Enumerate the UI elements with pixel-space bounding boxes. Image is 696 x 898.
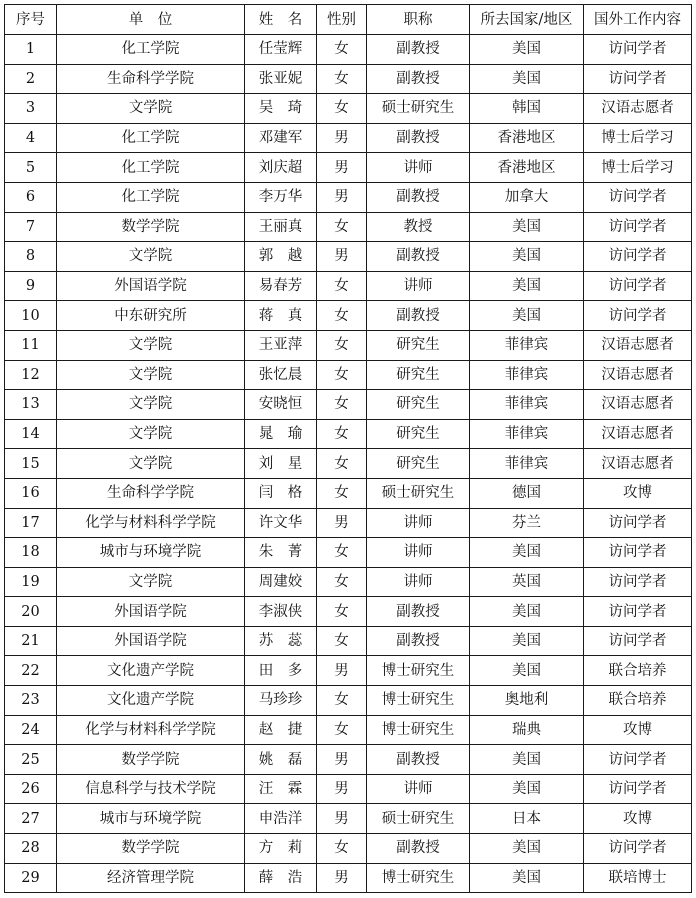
table-row xyxy=(5,182,692,212)
cell-work-content: 访问学者 xyxy=(584,64,692,94)
cell-index: 5 xyxy=(5,153,57,183)
cell-work-content: 访问学者 xyxy=(584,567,692,597)
cell-work-content: 联培博士 xyxy=(584,863,692,893)
cell-destination: 美国 xyxy=(470,745,584,775)
cell-unit: 城市与环境学院 xyxy=(57,804,245,834)
cell-work-content: 访问学者 xyxy=(584,212,692,242)
cell-destination: 菲律宾 xyxy=(470,360,584,390)
cell-title: 研究生 xyxy=(367,360,470,390)
cell-name: 周建姣 xyxy=(245,567,317,597)
cell-destination: 英国 xyxy=(470,567,584,597)
header-row xyxy=(5,5,692,35)
cell-destination: 瑞典 xyxy=(470,715,584,745)
cell-destination: 菲律宾 xyxy=(470,390,584,420)
cell-unit: 外国语学院 xyxy=(57,271,245,301)
cell-work-content: 汉语志愿者 xyxy=(584,419,692,449)
cell-index: 15 xyxy=(5,449,57,479)
cell-work-content: 联合培养 xyxy=(584,656,692,686)
cell-name: 王亚萍 xyxy=(245,330,317,360)
table-row xyxy=(5,863,692,893)
cell-work-content: 汉语志愿者 xyxy=(584,390,692,420)
cell-unit: 文学院 xyxy=(57,419,245,449)
cell-destination: 韩国 xyxy=(470,94,584,124)
cell-title: 博士研究生 xyxy=(367,863,470,893)
cell-index: 17 xyxy=(5,508,57,538)
cell-title: 硕士研究生 xyxy=(367,94,470,124)
cell-unit: 数学学院 xyxy=(57,212,245,242)
cell-name: 易春芳 xyxy=(245,271,317,301)
cell-index: 14 xyxy=(5,419,57,449)
cell-work-content: 攻博 xyxy=(584,715,692,745)
cell-name: 姚 磊 xyxy=(245,745,317,775)
cell-unit: 数学学院 xyxy=(57,745,245,775)
cell-work-content: 访问学者 xyxy=(584,597,692,627)
cell-index: 29 xyxy=(5,863,57,893)
table-row xyxy=(5,686,692,716)
cell-title: 讲师 xyxy=(367,153,470,183)
cell-title: 博士研究生 xyxy=(367,686,470,716)
cell-unit: 化工学院 xyxy=(57,182,245,212)
cell-work-content: 访问学者 xyxy=(584,182,692,212)
column-header-name: 姓 名 xyxy=(245,5,317,35)
cell-destination: 菲律宾 xyxy=(470,330,584,360)
table-row xyxy=(5,715,692,745)
cell-title: 研究生 xyxy=(367,390,470,420)
cell-title: 副教授 xyxy=(367,834,470,864)
cell-destination: 芬兰 xyxy=(470,508,584,538)
table-row xyxy=(5,271,692,301)
cell-name: 许文华 xyxy=(245,508,317,538)
column-header-gender: 性别 xyxy=(317,5,367,35)
cell-gender: 女 xyxy=(317,567,367,597)
cell-unit: 经济管理学院 xyxy=(57,863,245,893)
personnel-table-container xyxy=(4,4,691,893)
table-row xyxy=(5,508,692,538)
cell-index: 28 xyxy=(5,834,57,864)
column-header-work-content: 国外工作内容 xyxy=(584,5,692,35)
cell-work-content: 攻博 xyxy=(584,804,692,834)
cell-index: 23 xyxy=(5,686,57,716)
cell-destination: 美国 xyxy=(470,64,584,94)
cell-title: 研究生 xyxy=(367,419,470,449)
cell-title: 副教授 xyxy=(367,64,470,94)
cell-title: 副教授 xyxy=(367,182,470,212)
cell-index: 7 xyxy=(5,212,57,242)
cell-destination: 菲律宾 xyxy=(470,419,584,449)
cell-unit: 文化遗产学院 xyxy=(57,656,245,686)
cell-unit: 文学院 xyxy=(57,390,245,420)
cell-work-content: 汉语志愿者 xyxy=(584,449,692,479)
cell-name: 王丽真 xyxy=(245,212,317,242)
cell-unit: 外国语学院 xyxy=(57,597,245,627)
cell-gender: 男 xyxy=(317,745,367,775)
cell-title: 讲师 xyxy=(367,567,470,597)
cell-index: 16 xyxy=(5,478,57,508)
table-row xyxy=(5,212,692,242)
table-row xyxy=(5,35,692,65)
table-row xyxy=(5,834,692,864)
cell-name: 闫 格 xyxy=(245,478,317,508)
table-header xyxy=(5,5,692,35)
cell-unit: 数学学院 xyxy=(57,834,245,864)
cell-title: 研究生 xyxy=(367,330,470,360)
table-row xyxy=(5,64,692,94)
cell-index: 19 xyxy=(5,567,57,597)
cell-title: 讲师 xyxy=(367,538,470,568)
cell-unit: 信息科学与技术学院 xyxy=(57,774,245,804)
column-header-index: 序号 xyxy=(5,5,57,35)
cell-gender: 女 xyxy=(317,35,367,65)
cell-title: 副教授 xyxy=(367,242,470,272)
cell-title: 副教授 xyxy=(367,597,470,627)
column-header-unit: 单 位 xyxy=(57,5,245,35)
cell-unit: 中东研究所 xyxy=(57,301,245,331)
cell-index: 8 xyxy=(5,242,57,272)
column-header-title: 职称 xyxy=(367,5,470,35)
cell-gender: 女 xyxy=(317,419,367,449)
cell-work-content: 访问学者 xyxy=(584,626,692,656)
cell-destination: 加拿大 xyxy=(470,182,584,212)
cell-gender: 女 xyxy=(317,271,367,301)
cell-name: 赵 捷 xyxy=(245,715,317,745)
cell-title: 副教授 xyxy=(367,123,470,153)
cell-name: 刘 星 xyxy=(245,449,317,479)
cell-name: 吴 琦 xyxy=(245,94,317,124)
cell-unit: 生命科学学院 xyxy=(57,478,245,508)
cell-name: 郭 越 xyxy=(245,242,317,272)
cell-gender: 女 xyxy=(317,449,367,479)
table-row xyxy=(5,94,692,124)
cell-gender: 男 xyxy=(317,656,367,686)
cell-unit: 化工学院 xyxy=(57,153,245,183)
cell-name: 刘庆超 xyxy=(245,153,317,183)
table-row xyxy=(5,449,692,479)
cell-name: 李万华 xyxy=(245,182,317,212)
cell-index: 2 xyxy=(5,64,57,94)
cell-index: 20 xyxy=(5,597,57,627)
table-row xyxy=(5,745,692,775)
cell-work-content: 博士后学习 xyxy=(584,123,692,153)
cell-destination: 德国 xyxy=(470,478,584,508)
cell-destination: 美国 xyxy=(470,626,584,656)
cell-work-content: 汉语志愿者 xyxy=(584,330,692,360)
cell-title: 副教授 xyxy=(367,745,470,775)
cell-name: 方 莉 xyxy=(245,834,317,864)
cell-unit: 文学院 xyxy=(57,360,245,390)
cell-unit: 文学院 xyxy=(57,449,245,479)
cell-index: 6 xyxy=(5,182,57,212)
cell-name: 马珍珍 xyxy=(245,686,317,716)
cell-title: 硕士研究生 xyxy=(367,478,470,508)
table-row xyxy=(5,538,692,568)
table-row xyxy=(5,153,692,183)
cell-destination: 美国 xyxy=(470,597,584,627)
cell-title: 教授 xyxy=(367,212,470,242)
cell-name: 安晓恒 xyxy=(245,390,317,420)
cell-index: 11 xyxy=(5,330,57,360)
cell-index: 10 xyxy=(5,301,57,331)
cell-title: 博士研究生 xyxy=(367,656,470,686)
cell-index: 21 xyxy=(5,626,57,656)
cell-gender: 女 xyxy=(317,538,367,568)
table-row xyxy=(5,242,692,272)
cell-index: 3 xyxy=(5,94,57,124)
cell-gender: 男 xyxy=(317,123,367,153)
cell-gender: 女 xyxy=(317,330,367,360)
cell-unit: 化学与材料科学学院 xyxy=(57,715,245,745)
cell-name: 邓建军 xyxy=(245,123,317,153)
cell-title: 硕士研究生 xyxy=(367,804,470,834)
cell-gender: 男 xyxy=(317,804,367,834)
cell-unit: 化学与材料科学学院 xyxy=(57,508,245,538)
cell-name: 朱 菁 xyxy=(245,538,317,568)
cell-title: 讲师 xyxy=(367,508,470,538)
cell-title: 讲师 xyxy=(367,271,470,301)
cell-gender: 女 xyxy=(317,390,367,420)
cell-name: 汪 霖 xyxy=(245,774,317,804)
cell-destination: 美国 xyxy=(470,774,584,804)
cell-title: 研究生 xyxy=(367,449,470,479)
cell-destination: 菲律宾 xyxy=(470,449,584,479)
cell-work-content: 访问学者 xyxy=(584,35,692,65)
cell-name: 晁 瑜 xyxy=(245,419,317,449)
cell-title: 副教授 xyxy=(367,626,470,656)
cell-work-content: 访问学者 xyxy=(584,301,692,331)
cell-index: 4 xyxy=(5,123,57,153)
cell-index: 27 xyxy=(5,804,57,834)
cell-unit: 文学院 xyxy=(57,94,245,124)
cell-destination: 香港地区 xyxy=(470,123,584,153)
cell-unit: 文学院 xyxy=(57,242,245,272)
cell-destination: 美国 xyxy=(470,301,584,331)
cell-destination: 香港地区 xyxy=(470,153,584,183)
cell-name: 任莹辉 xyxy=(245,35,317,65)
table-row xyxy=(5,597,692,627)
cell-gender: 女 xyxy=(317,212,367,242)
cell-gender: 女 xyxy=(317,715,367,745)
cell-work-content: 访问学者 xyxy=(584,834,692,864)
cell-gender: 男 xyxy=(317,508,367,538)
table-row xyxy=(5,330,692,360)
cell-destination: 奥地利 xyxy=(470,686,584,716)
cell-work-content: 访问学者 xyxy=(584,774,692,804)
cell-gender: 女 xyxy=(317,686,367,716)
cell-gender: 女 xyxy=(317,834,367,864)
cell-gender: 女 xyxy=(317,64,367,94)
cell-work-content: 汉语志愿者 xyxy=(584,94,692,124)
cell-index: 1 xyxy=(5,35,57,65)
cell-gender: 男 xyxy=(317,153,367,183)
cell-unit: 城市与环境学院 xyxy=(57,538,245,568)
cell-index: 22 xyxy=(5,656,57,686)
cell-title: 博士研究生 xyxy=(367,715,470,745)
cell-unit: 文学院 xyxy=(57,567,245,597)
cell-name: 田 多 xyxy=(245,656,317,686)
cell-work-content: 联合培养 xyxy=(584,686,692,716)
cell-gender: 男 xyxy=(317,774,367,804)
table-row xyxy=(5,804,692,834)
cell-index: 24 xyxy=(5,715,57,745)
cell-unit: 化工学院 xyxy=(57,35,245,65)
table-row xyxy=(5,774,692,804)
cell-work-content: 访问学者 xyxy=(584,745,692,775)
cell-destination: 美国 xyxy=(470,656,584,686)
cell-index: 26 xyxy=(5,774,57,804)
cell-work-content: 访问学者 xyxy=(584,538,692,568)
cell-work-content: 汉语志愿者 xyxy=(584,360,692,390)
cell-index: 9 xyxy=(5,271,57,301)
cell-unit: 化工学院 xyxy=(57,123,245,153)
cell-unit: 生命科学学院 xyxy=(57,64,245,94)
cell-title: 讲师 xyxy=(367,774,470,804)
table-row xyxy=(5,478,692,508)
cell-name: 苏 蕊 xyxy=(245,626,317,656)
cell-unit: 文学院 xyxy=(57,330,245,360)
cell-gender: 男 xyxy=(317,182,367,212)
table-row xyxy=(5,390,692,420)
cell-title: 副教授 xyxy=(367,301,470,331)
cell-name: 张亚妮 xyxy=(245,64,317,94)
table-row xyxy=(5,360,692,390)
cell-index: 18 xyxy=(5,538,57,568)
cell-gender: 女 xyxy=(317,360,367,390)
cell-work-content: 攻博 xyxy=(584,478,692,508)
cell-index: 13 xyxy=(5,390,57,420)
table-row xyxy=(5,301,692,331)
cell-work-content: 博士后学习 xyxy=(584,153,692,183)
table-body xyxy=(5,35,692,893)
cell-gender: 女 xyxy=(317,301,367,331)
cell-title: 副教授 xyxy=(367,35,470,65)
cell-name: 李淑侠 xyxy=(245,597,317,627)
cell-destination: 美国 xyxy=(470,212,584,242)
cell-index: 25 xyxy=(5,745,57,775)
cell-destination: 美国 xyxy=(470,242,584,272)
cell-destination: 美国 xyxy=(470,863,584,893)
cell-index: 12 xyxy=(5,360,57,390)
cell-destination: 美国 xyxy=(470,35,584,65)
cell-destination: 日本 xyxy=(470,804,584,834)
table-row xyxy=(5,626,692,656)
cell-gender: 女 xyxy=(317,94,367,124)
cell-work-content: 访问学者 xyxy=(584,242,692,272)
cell-destination: 美国 xyxy=(470,538,584,568)
cell-name: 张忆晨 xyxy=(245,360,317,390)
cell-destination: 美国 xyxy=(470,271,584,301)
cell-gender: 女 xyxy=(317,478,367,508)
cell-name: 蒋 真 xyxy=(245,301,317,331)
personnel-table xyxy=(4,4,692,893)
cell-name: 申浩洋 xyxy=(245,804,317,834)
table-row xyxy=(5,567,692,597)
cell-gender: 男 xyxy=(317,242,367,272)
cell-gender: 男 xyxy=(317,863,367,893)
cell-gender: 女 xyxy=(317,626,367,656)
cell-name: 薛 浩 xyxy=(245,863,317,893)
cell-unit: 外国语学院 xyxy=(57,626,245,656)
cell-gender: 女 xyxy=(317,597,367,627)
table-row xyxy=(5,419,692,449)
cell-unit: 文化遗产学院 xyxy=(57,686,245,716)
cell-destination: 美国 xyxy=(470,834,584,864)
table-row xyxy=(5,656,692,686)
column-header-destination: 所去国家/地区 xyxy=(470,5,584,35)
cell-work-content: 访问学者 xyxy=(584,271,692,301)
cell-work-content: 访问学者 xyxy=(584,508,692,538)
table-row xyxy=(5,123,692,153)
